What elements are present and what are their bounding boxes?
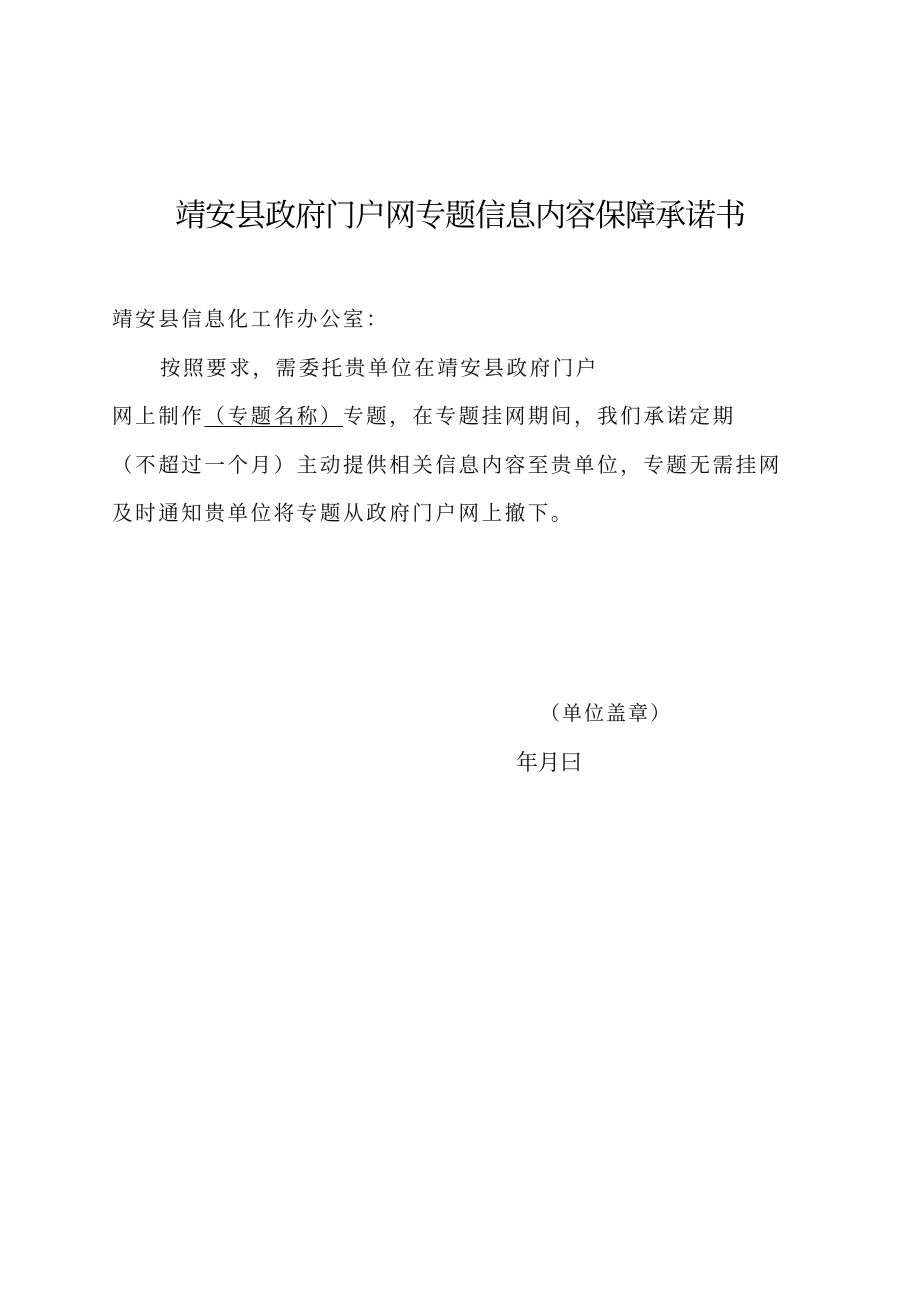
body-line-2 <box>112 399 736 429</box>
body-line-2-end: 专题，在专题挂网期间，我们承诺定期 <box>343 404 736 428</box>
date-line: 年月曰 <box>516 751 583 776</box>
body-line-2-start: 网上制作 <box>112 404 205 428</box>
document-title: 靖安县政府门户网专题信息内容保障承诺书 <box>175 198 745 234</box>
seal-note: （单位盖章） <box>540 701 672 725</box>
body-line-4: 及时通知贵单位将专题从政府门户网上撤下。 <box>112 501 574 525</box>
body-line-1: 按照要求，需委托贵单位在靖安县政府门户 <box>160 356 599 380</box>
body-line-3: （不超过一个月）主动提供相关信息内容至贵单位，专题无需挂网 <box>112 453 782 477</box>
topic-name-blank: （专题名称） <box>204 404 344 428</box>
salutation: 靖安县信息化工作办公室： <box>112 307 390 331</box>
